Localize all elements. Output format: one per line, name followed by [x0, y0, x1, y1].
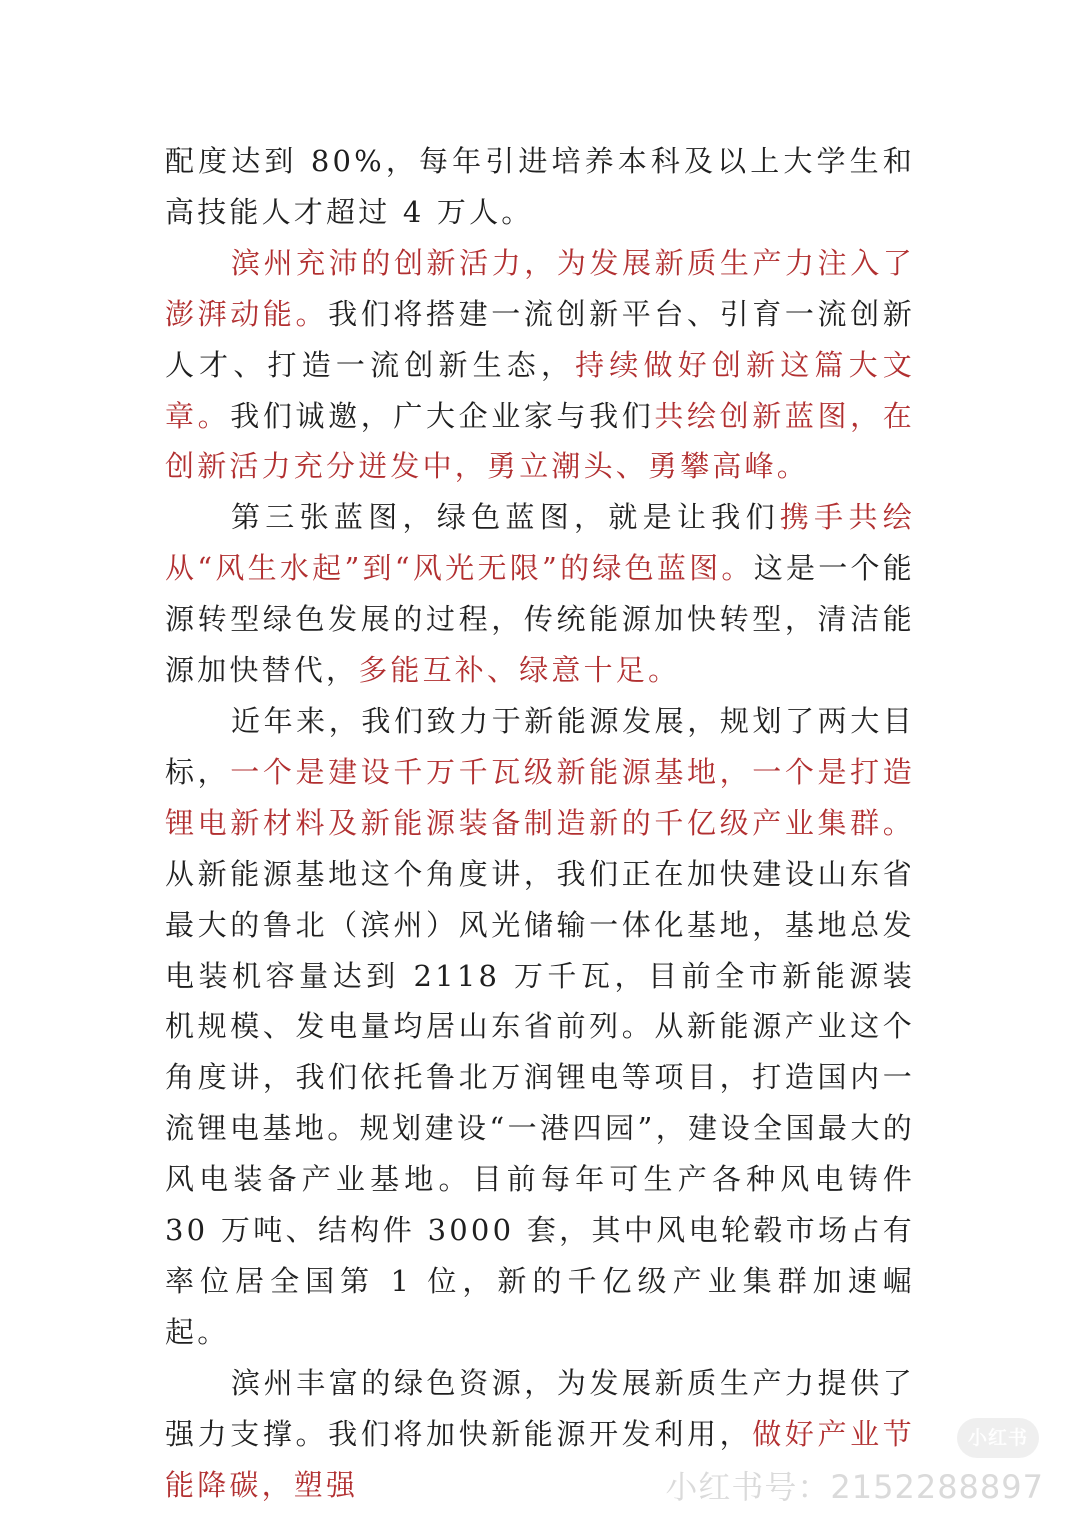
paragraph — [165, 492, 915, 696]
text-segment: 第三张蓝图，绿色蓝图，就是让我们 — [231, 500, 780, 535]
watermark-id: 小红书号：2152288897 — [665, 1468, 1044, 1506]
paragraph — [165, 238, 915, 493]
text-segment: 我们诚邀，广大企业家与我们 — [230, 398, 655, 433]
highlighted-text-segment: 共绘创新蓝图，在创新活力充分迸发中，勇立潮头、勇攀高峰。 — [165, 398, 915, 484]
highlighted-text-segment: 做好产业节能降碳，塑强 — [165, 1416, 915, 1502]
highlighted-text-segment: 多能互补、绿意十足。 — [358, 653, 681, 688]
watermark-logo: 小红书 — [957, 1418, 1039, 1458]
text-segment: 这是一个能源转型绿色发展的过程，传统能源加快转型，清洁能源加快替代， — [165, 551, 915, 688]
text-segment: 从新能源基地这个角度讲，我们正在加快建设山东省最大的鲁北（滨州）风光储输一体化基地，基地总发电装机容量达到 2118 万千瓦，目前全市新能源装机规模、发电量均居山东省前列。从新能源产业这个角度讲，我们依托鲁北万润锂电等项目，打造国内一流锂电基地。规划建设“一港四园”，建设全国最大的风电装备产业基地。目前每年可生产各种风电铸件 30 万吨、结构件 3000 套，其中风电轮毂市场占有率位居全国第 1 位，新的千亿级产业集群加速崛起。 — [165, 856, 915, 1349]
highlighted-text-segment: 滨州充沛的创新活力，为发展新质生产力注入了澎湃动能。 — [165, 245, 915, 331]
text-segment: 滨州丰富的绿色资源，为发展新质生产力提供了强力支撑。我们将加快新能源开发利用， — [165, 1365, 915, 1451]
highlighted-text-segment: 携手共绘从“风生水起”到“风光无限”的绿色蓝图。 — [165, 500, 915, 586]
highlighted-text-segment: 持续做好创新这篇大文章。 — [165, 347, 915, 433]
document-body — [165, 136, 915, 1510]
text-segment: 近年来，我们致力于新能源发展，规划了两大目标， — [165, 703, 915, 789]
paragraph — [165, 696, 915, 1358]
highlighted-text-segment: 一个是建设千万千瓦级新能源基地，一个是打造锂电新材料及新能源装备制造新的千亿级产业集群。 — [165, 754, 916, 840]
text-segment: 配度达到 80%，每年引进培养本科及以上大学生和高技能人才超过 4 万人。 — [165, 144, 915, 229]
paragraph — [165, 136, 915, 238]
text-segment: 我们将搭建一流创新平台、引育一流创新人才、打造一流创新生态， — [165, 296, 915, 382]
